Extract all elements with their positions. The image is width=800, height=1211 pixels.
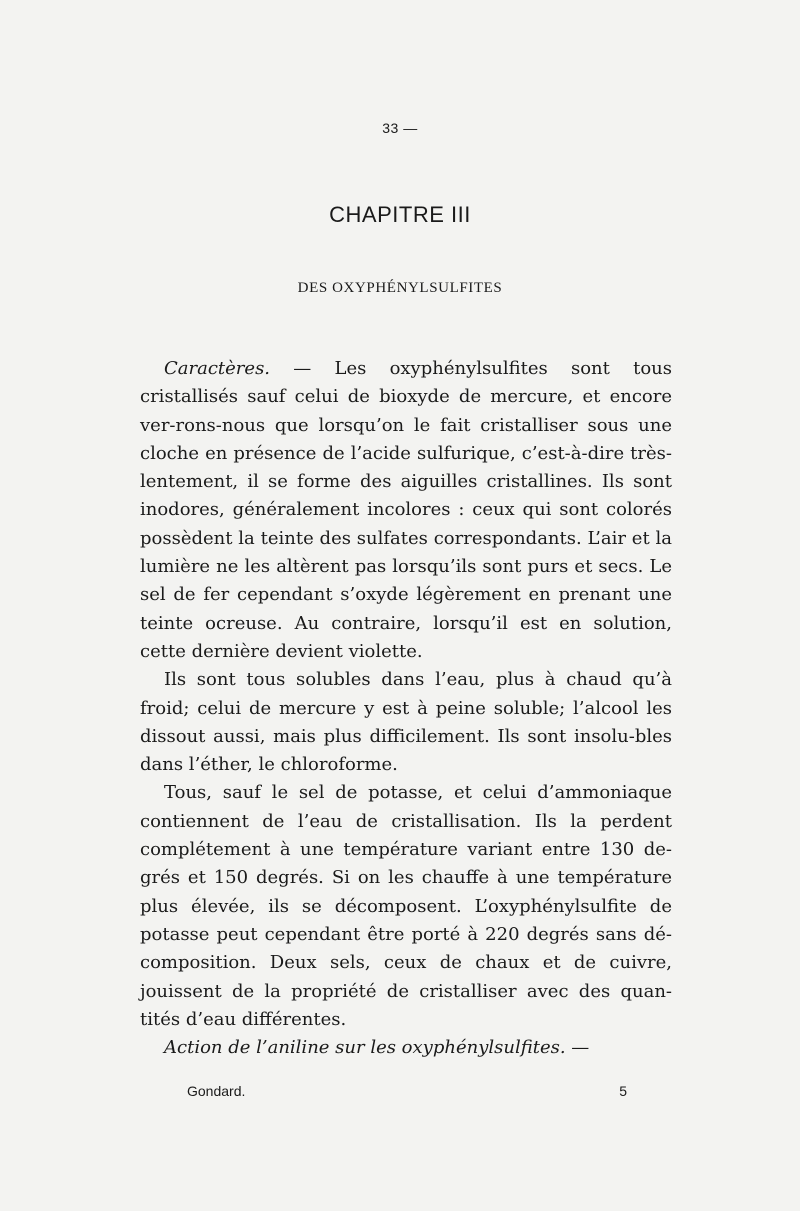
paragraph-crystallisation: Tous, sauf le sel de potasse, et celui d’ammoniaque contiennent de l’eau de cristallisation. Ils la perdent complétement à une température variant entre 130 de-grés et 150 degrés. Si on les chauffe à une température plus élevée, ils se décomposent. L’oxyphénylsulfite de potasse peut cependant être porté à 220 degrés sans dé-composition. Deux sels, ceux de chaux et de cuivre, jouissent de la propriété de cristalliser avec des quan-tités d’eau différentes.	[140, 782, 672, 1030]
paragraph-solubility: Ils sont tous solubles dans l’eau, plus à chaud qu’à froid; celui de mercure y est à peine soluble; l’alcool les dissout aussi, mais plus difficilement. Ils sont insolu-bles dans l’éther, le chloroforme.	[140, 669, 672, 776]
paragraph-action-heading: Action de l’aniline sur les oxyphénylsulfites. —	[164, 1037, 590, 1059]
body-text	[140, 355, 672, 1062]
chapter-title: CHAPITRE III	[329, 202, 471, 227]
paragraph-text: — Les oxyphénylsulfites sont tous cristallisés sauf celui de bioxyde de mercure, et encore ver-rons-nous que lorsqu’on le fait cristalliser sous une cloche en présence de l’acide sulfurique, c’est-à-dire très-lentement, il se forme des aiguilles cristallines. Ils sont inodores, généralement incolores : ceux qui sont colorés possèdent la teinte des sulfates correspondants. L’air et la lumière ne les altèrent pas lorsqu’ils sont purs et secs. Le sel de fer cependant s’oxyde légèrement en prenant une teinte ocreuse. Au contraire, lorsqu’il est en solution, cette dernière devient violette.	[140, 358, 672, 662]
footer-signature: Gondard.	[187, 1083, 246, 1099]
chapter-subtitle: DES OXYPHÉNYLSULFITES	[297, 280, 503, 296]
paragraph-lead: Caractères.	[164, 358, 271, 379]
signature-mark: 5	[619, 1083, 627, 1099]
page-number: 33 —	[382, 120, 418, 136]
paragraph-caracteres	[140, 355, 672, 666]
